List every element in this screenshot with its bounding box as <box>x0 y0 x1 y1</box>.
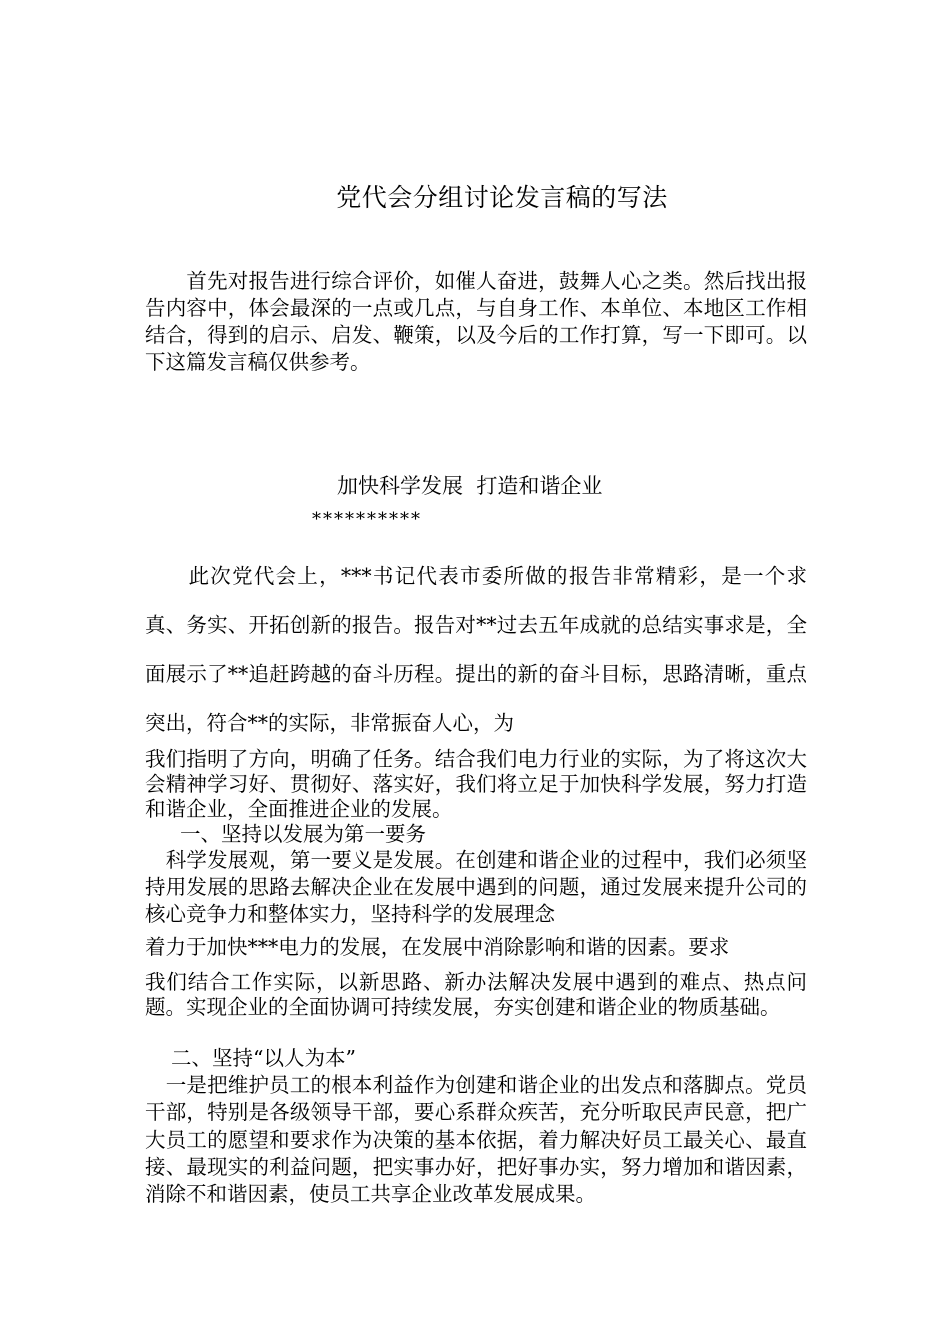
section-heading-1: 一、坚持以发展为第一要务 <box>180 822 426 846</box>
document-title: 党代会分组讨论发言稿的写法 <box>336 183 668 212</box>
section2-paragraph: 一是把维护员工的根本利益作为创建和谐企业的出发点和落脚点。党员干部，特别是各级领导干部，要心系群众疾苦，充分听取民声民意，把广大员工的愿望和要求作为决策的基本依据，着力解决好员工最关心、最直接、最现实的利益问题，把实事办好，把好事办实，努力增加和谐因素，消除不和谐因素，使员工共享企业改革发展成果。 <box>145 1073 807 1207</box>
section1-paragraph-line: 着力于加快***电力的发展，在发展中消除影响和谐的因素。要求 <box>145 935 730 959</box>
speech-title: 加快科学发展 打造和谐企业 <box>337 474 603 498</box>
opening-paragraph-continued: 我们指明了方向，明确了任务。结合我们电力行业的实际，为了将这次大会精神学习好、贯彻好、落实好，我们将立足于加快科学发展，努力打造和谐企业，全面推进企业的发展。 <box>145 747 807 821</box>
section-heading-2: 二、坚持“以人为本” <box>171 1046 356 1070</box>
intro-paragraph: 首先对报告进行综合评价，如催人奋进，鼓舞人心之类。然后找出报告内容中，体会最深的一点或几点，与自身工作、本单位、本地区工作相结合，得到的启示、启发、鞭策，以及今后的工作打算，写一下即可。以下这篇发言稿仅供参考。 <box>145 269 807 374</box>
section1-paragraph-continued: 我们结合工作实际，以新思路、新办法解决发展中遇到的难点、热点问题。实现企业的全面协调可持续发展，夯实创建和谐企业的物质基础。 <box>145 970 807 1019</box>
section1-paragraph: 科学发展观，第一要义是发展。在创建和谐企业的过程中，我们必须坚持用发展的思路去解决企业在发展中遇到的问题，通过发展来提升公司的核心竞争力和整体实力，坚持科学的发展理念 <box>145 848 807 926</box>
author-name: ********** <box>312 509 422 530</box>
opening-paragraph: 此次党代会上，***书记代表市委所做的报告非常精彩，是一个求真、务实、开拓创新的报告。报告对**过去五年成就的总结实事求是，全面展示了**追赶跨越的奋斗历程。提出的新的奋斗目标，思路清晰，重点突出，符合**的实际，非常振奋人心，为 <box>145 564 807 735</box>
